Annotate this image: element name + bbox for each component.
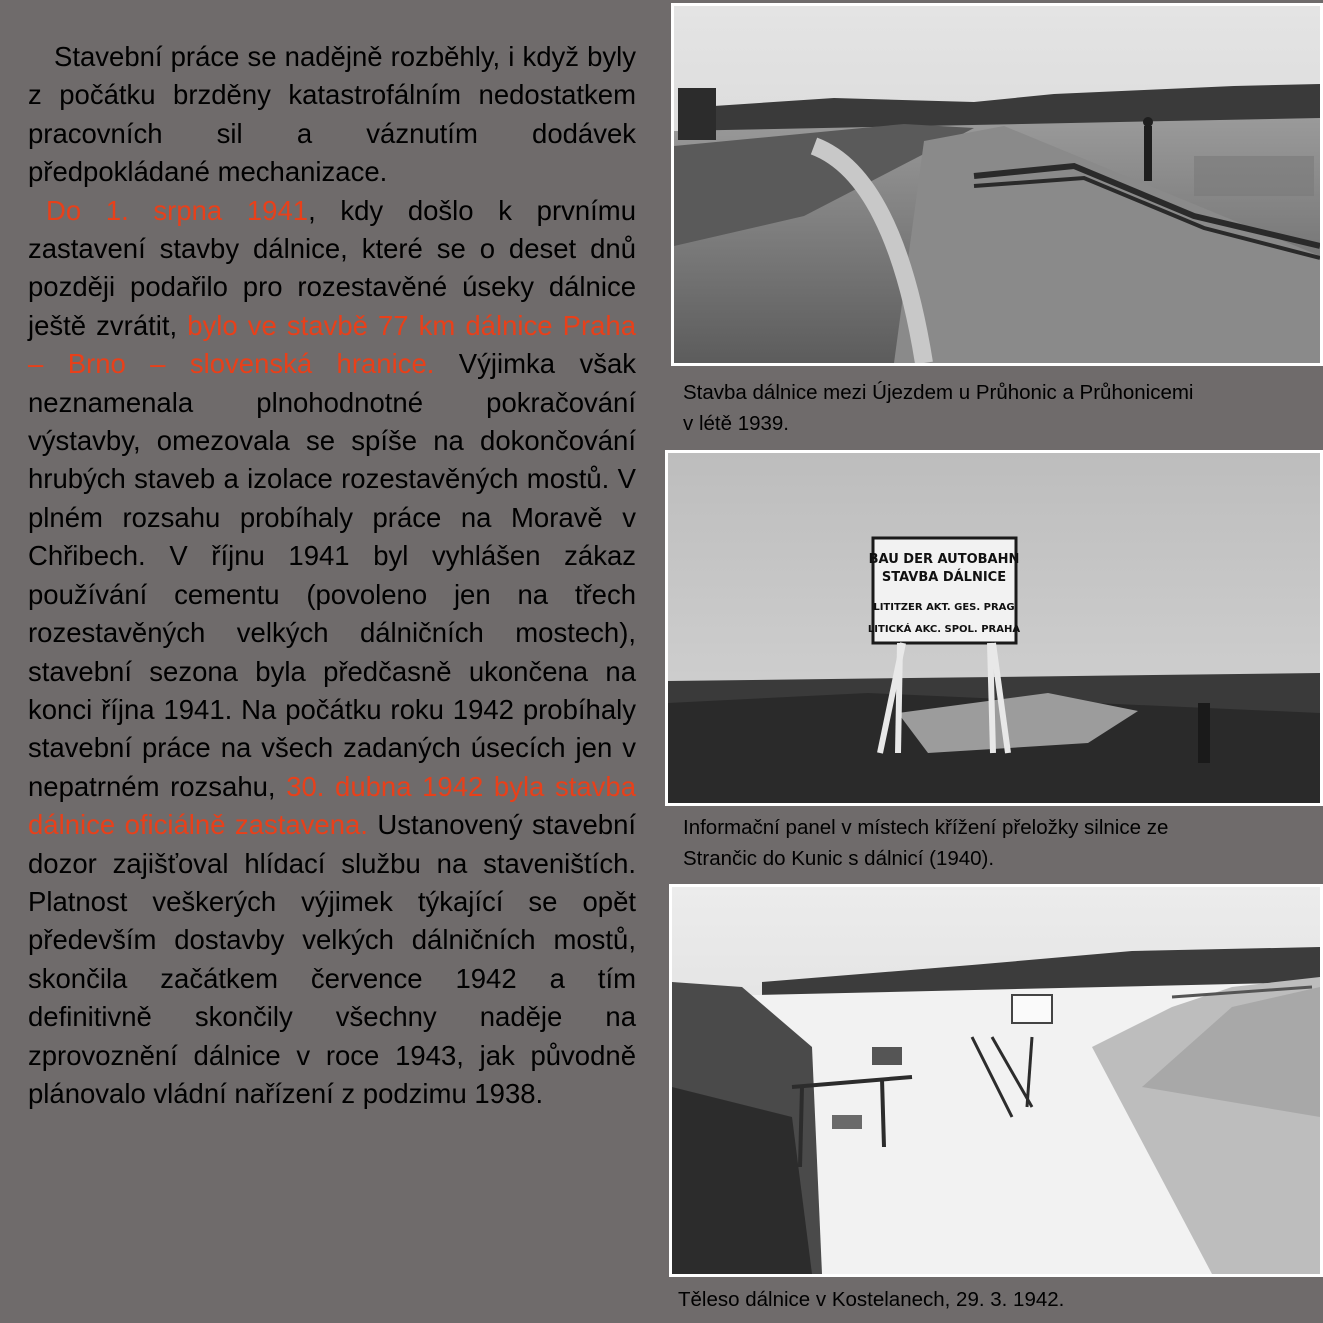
photo-construction-1939-image (674, 6, 1320, 363)
article-text (28, 38, 636, 1113)
photo-construction-1939 (671, 3, 1323, 366)
caption-photo-2: Informační panel v místech křížení přeložky silnice ze Strančic do Kunic s dálnicí (1940). (683, 816, 1169, 870)
highlight-77km: bylo ve stavbě 77 km dálnice Praha – Brno – slovenská hranice. (28, 309, 636, 380)
article-paragraph-2: Do 1. srpna 1941, kdy došlo k prvnímu zastavení stavby dálnice, které se o deset dnů později podařilo pro rozestavěné úseky dálnice ještě zvrátit, bylo ve stavbě 77 km dálnice Praha – Brno – slovenská hranice. Výjimka však neznamenala plnohodnotné pokračování výstavby, omezovala se spíše na dokončování hrubých staveb a izolace rozestavěných mostů. V plném rozsahu probíhaly práce na Moravě v Chřibech. V říjnu 1941 byl vyhlášen zákaz používání cementu (povoleno jen na třech rozestavěných velkých dálničních mostech), stavební sezona byla předčasně ukončena na konci října 1941. Na počátku roku 1942 probíhaly stavební práce na všech zadaných úsecích jen v nepatrném rozsahu, 30. dubna 1942 byla stavba dálnice oficiálně zastavena. Ustanovený stavební dozor zajišťoval hlídací službu na staveništích. Platnost veškerých výjimek týkající se opět především dostavby velkých dálničních mostů, skončila začátkem července 1942 a tím definitivně skončily všechny naděje na zprovoznění dálnice v roce 1943, jak původně plánovalo vládní nařízení z podzimu 1938. (28, 194, 636, 1109)
article-paragraph-1: Stavební práce se nadějně rozběhly, i když byly z počátku brzděny katastrofálním nedostatkem pracovních sil a váznutím dodávek předpokládané mechanizace. (28, 41, 636, 188)
photo-kostelany-1942 (669, 884, 1323, 1277)
highlight-stop-1942: 30. dubna 1942 byla stavba dálnice oficiálně zastavena. (28, 770, 636, 841)
caption-photo-3: Těleso dálnice v Kostelanech, 29. 3. 1942. (678, 1288, 1065, 1311)
photo-information-sign-1940-image (668, 453, 1320, 803)
highlight-date-1941: Do 1. srpna 1941 (46, 194, 309, 226)
photo-information-sign-1940 (665, 450, 1323, 806)
sign-line-1: BAU DER AUTOBAHN (868, 552, 1020, 567)
sign-line-4: LITICKÁ AKC. SPOL. PRAHA (867, 624, 1021, 635)
caption-photo-1: Stavba dálnice mezi Újezdem u Průhonic a Průhonicemi v létě 1939. (683, 381, 1194, 435)
sign-line-3: LITITZER AKT. GES. PRAG (873, 602, 1015, 613)
photo-kostelany-1942-image (672, 887, 1320, 1274)
sign-line-2: STAVBA DÁLNICE (881, 570, 1007, 585)
